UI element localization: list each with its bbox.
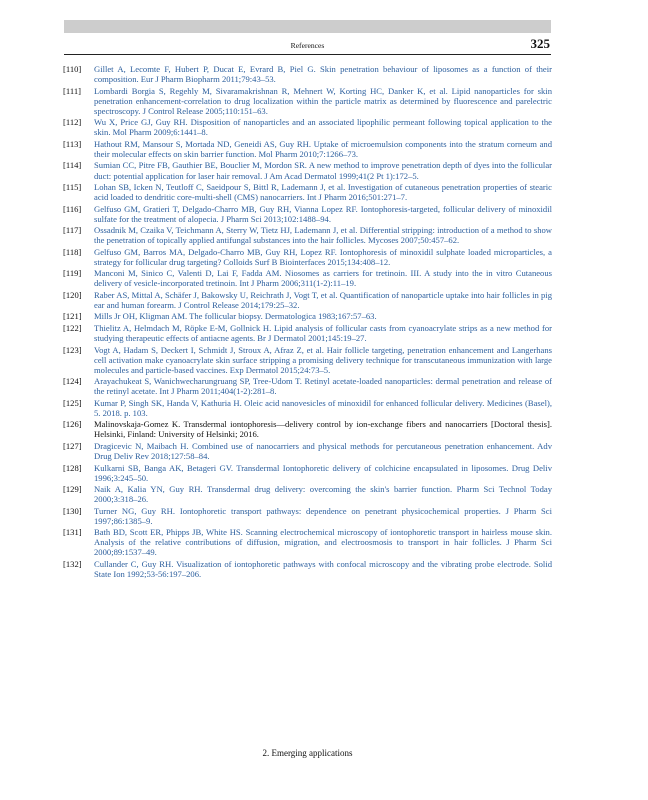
reference-link[interactable]: Ossadnik M, Czaika V, Teichmann A, Sterry W, Tietz HJ, Lademann J, et al. Differential stripping: introduction of a method to show the penetration of topically applied antifungal substances into the hair follicles. Mycoses 2007;50:457–62.	[94, 225, 552, 246]
reference-item[interactable]	[63, 505, 552, 526]
reference-link[interactable]: Hathout RM, Mansour S, Mortada ND, Geneidi AS, Guy RH. Uptake of microemulsion components into the stratum corneum and their molecular effects on skin barrier function. Mol Pharm 2010;7:1266–73.	[94, 138, 552, 159]
reference-number: [112]	[63, 117, 82, 128]
reference-number: [120]	[63, 289, 82, 300]
reference-item[interactable]	[63, 440, 552, 462]
reference-link[interactable]: Dragicevic N, Maibach H. Combined use of nanocarriers and physical methods for percutaneous penetration enhancement. Adv Drug Deliv Rev 2018;127:58–84.	[94, 440, 552, 462]
reference-item[interactable]	[63, 203, 552, 224]
reference-item[interactable]	[63, 64, 552, 85]
reference-item[interactable]	[63, 138, 552, 159]
reference-link[interactable]: Lohan SB, Icken N, Teutloff C, Saeidpour S, Bittl R, Lademann J, et al. Investigation of cutaneous penetration properties of stearic acid loaded to dendritic core-multi-shell (CMS) nanocarriers. Int J Pharm 2016;501:271–7.	[94, 181, 552, 203]
reference-number: [130]	[63, 505, 82, 516]
reference-item[interactable]	[63, 558, 552, 579]
reference-item[interactable]	[63, 268, 552, 289]
running-head: References	[290, 41, 325, 50]
reference-link[interactable]: Arayachukeat S, Wanichwecharungruang SP, Tree-Udom T. Retinyl acetate-loaded nanoparticles: dermal penetration and release of the retinyl acetate. Int J Pharm 2011;404(1-2):281–8.	[94, 376, 552, 397]
reference-item[interactable]	[63, 376, 552, 397]
reference-number: [110]	[63, 64, 82, 74]
reference-number: [118]	[63, 246, 82, 257]
reference-item[interactable]	[63, 322, 552, 344]
chapter-footer: 2. Emerging applications	[262, 748, 353, 758]
reference-number: [124]	[63, 376, 82, 387]
reference-number: [127]	[63, 440, 82, 451]
reference-link[interactable]: Gillet A, Lecomte F, Hubert P, Ducat E, Evrard B, Piel G. Skin penetration behaviour of liposomes as a function of their composition. Eur J Pharm Biopharm 2011;79:43–53.	[94, 64, 552, 85]
reference-number: [132]	[63, 558, 82, 569]
reference-number: [122]	[63, 322, 82, 333]
reference-link[interactable]: Gelfuso GM, Gratieri T, Delgado-Charro MB, Guy RH, Vianna Lopez RF. Iontophoresis-targeted, follicular delivery of minoxidil sulfate for the treatment of alopecia. J Pharm Sci 2013;102:1488–94.	[94, 203, 552, 224]
reference-number: [121]	[63, 311, 82, 322]
reference-number: [111]	[63, 85, 81, 96]
reference-number: [113]	[63, 138, 82, 149]
reference-item[interactable]	[63, 397, 552, 418]
reference-item[interactable]	[63, 527, 552, 558]
reference-item[interactable]	[63, 246, 552, 267]
reference-link[interactable]: Manconi M, Sinico C, Valenti D, Lai F, Fadda AM. Niosomes as carriers for tretinoin. III. A study into the in vitro Cutaneous delivery of vesicle-incorporated tretinoin. Int J Pharm 2006;311(1-2):11–19.	[94, 268, 552, 289]
reference-item[interactable]	[63, 85, 552, 116]
reference-number: [115]	[63, 181, 82, 192]
reference-link[interactable]: Bath BD, Scott ER, Phipps JB, White HS. Scanning electrochemical microscopy of iontophoretic transport in hairless mouse skin. Analysis of the relative contributions of diffusion, migration, and electroosmosis to transport in hair follicles. J Pharm Sci 2000;89:1537–49.	[94, 527, 552, 558]
reference-number: [123]	[63, 344, 82, 355]
reference-number: [119]	[63, 268, 82, 279]
reference-link[interactable]: Sumian CC, Pitre FB, Gauthier BE, Bouclier M, Mordon SR. A new method to improve penetration depth of dyes into the follicular duct: potential application for laser hair removal. J Am Acad Dermatol 1999;41(2 Pt 1):172–5.	[94, 160, 552, 181]
header-band	[64, 20, 551, 33]
reference-item[interactable]	[63, 344, 552, 375]
reference-number: [126]	[63, 419, 82, 430]
reference-number: [129]	[63, 484, 82, 495]
reference-item[interactable]	[63, 160, 552, 181]
reference-link[interactable]: Naik A, Kalia YN, Guy RH. Transdermal drug delivery: overcoming the skin's barrier function. Pharm Sci Technol Today 2000;3:318–26.	[94, 484, 552, 505]
reference-link[interactable]: Wu X, Price GJ, Guy RH. Disposition of nanoparticles and an associated lipophilic permeant following topical application to the skin. Mol Pharm 2009;6:1441–8.	[94, 117, 552, 138]
reference-number: [117]	[63, 225, 82, 236]
reference-item[interactable]	[63, 289, 552, 310]
reference-link[interactable]: Kumar P, Singh SK, Handa V, Kathuria H. Oleic acid nanovesicles of minoxidil for enhanced follicular delivery. Medicines (Basel), 5. 2018. p. 103.	[94, 397, 552, 418]
reference-item[interactable]	[63, 117, 552, 138]
reference-link[interactable]: Gelfuso GM, Barros MA, Delgado-Charro MB, Guy RH, Lopez RF. Iontophoresis of minoxidil sulphate loaded microparticles, a strategy for follicular drug targeting? Colloids Surf B Biointerfaces 2015;134:408–12.	[94, 246, 552, 267]
reference-item[interactable]	[63, 311, 552, 322]
reference-text: Malinovskaja-Gomez K. Transdermal iontophoresis—delivery control by ion-exchange fibers and nanocarriers [Doctoral thesis]. Helsinki, Finland: University of Helsinki; 2016.	[94, 419, 552, 440]
reference-number: [114]	[63, 160, 82, 171]
reference-number: [116]	[63, 203, 82, 214]
page-number: 325	[530, 36, 550, 51]
reference-link[interactable]: Kulkarni SB, Banga AK, Betageri GV. Transdermal Iontophoretic delivery of colchicine encapsulated in liposomes. Drug Deliv 1996;3:245–50.	[94, 462, 552, 483]
reference-link[interactable]: Vogt A, Hadam S, Deckert I, Schmidt J, Stroux A, Afraz Z, et al. Hair follicle targeting, penetration enhancement and Langerhans cell activation make cyanoacrylate skin surface stripping a promising delivery technique for transcutaneous immunization with large molecules and particle-based vaccines. Exp Dermatol 2015;24:73–5.	[94, 344, 552, 375]
reference-number: [128]	[63, 462, 82, 473]
reference-item[interactable]	[63, 225, 552, 246]
reference-number: [125]	[63, 397, 82, 408]
reference-item[interactable]	[63, 484, 552, 505]
reference-number: [131]	[63, 527, 82, 538]
reference-link[interactable]: Mills Jr OH, Kligman AM. The follicular biopsy. Dermatologica 1983;167:57–63.	[94, 311, 377, 322]
page-header	[64, 34, 551, 55]
reference-link[interactable]: Turner NG, Guy RH. Iontophoretic transport pathways: dependence on penetrant physicochemical properties. J Pharm Sci 1997;86:1385–9.	[94, 505, 552, 526]
reference-item	[63, 419, 552, 440]
reference-link[interactable]: Lombardi Borgia S, Regehly M, Sivaramakrishnan R, Mehnert W, Korting HC, Danker K, et al. Lipid nanoparticles for skin penetration enhancement-correlation to drug localization within the particle matrix as determined by fluorescence and parelectric spectroscopy. J Control Release 2005;110:151–63.	[94, 85, 552, 116]
reference-item[interactable]	[63, 181, 552, 203]
reference-link[interactable]: Raber AS, Mittal A, Schäfer J, Bakowsky U, Reichrath J, Vogt T, et al. Quantification of nanoparticle uptake into hair follicles in pig ear and human forearm. J Control Release 2014;179:25–32.	[94, 289, 552, 310]
reference-link[interactable]: Cullander C, Guy RH. Visualization of iontophoretic pathways with confocal microscopy and the vibrating probe electrode. Solid State Ion 1992;53-56:197–206.	[94, 558, 552, 579]
reference-item[interactable]	[63, 462, 552, 483]
reference-link[interactable]: Thielitz A, Helmdach M, Röpke E-M, Gollnick H. Lipid analysis of follicular casts from cyanoacrylate strips as a new method for studying therapeutic effects of antiacne agents. Br J Dermatol 2001;145:19–27.	[94, 322, 552, 344]
reference-list	[63, 64, 552, 580]
